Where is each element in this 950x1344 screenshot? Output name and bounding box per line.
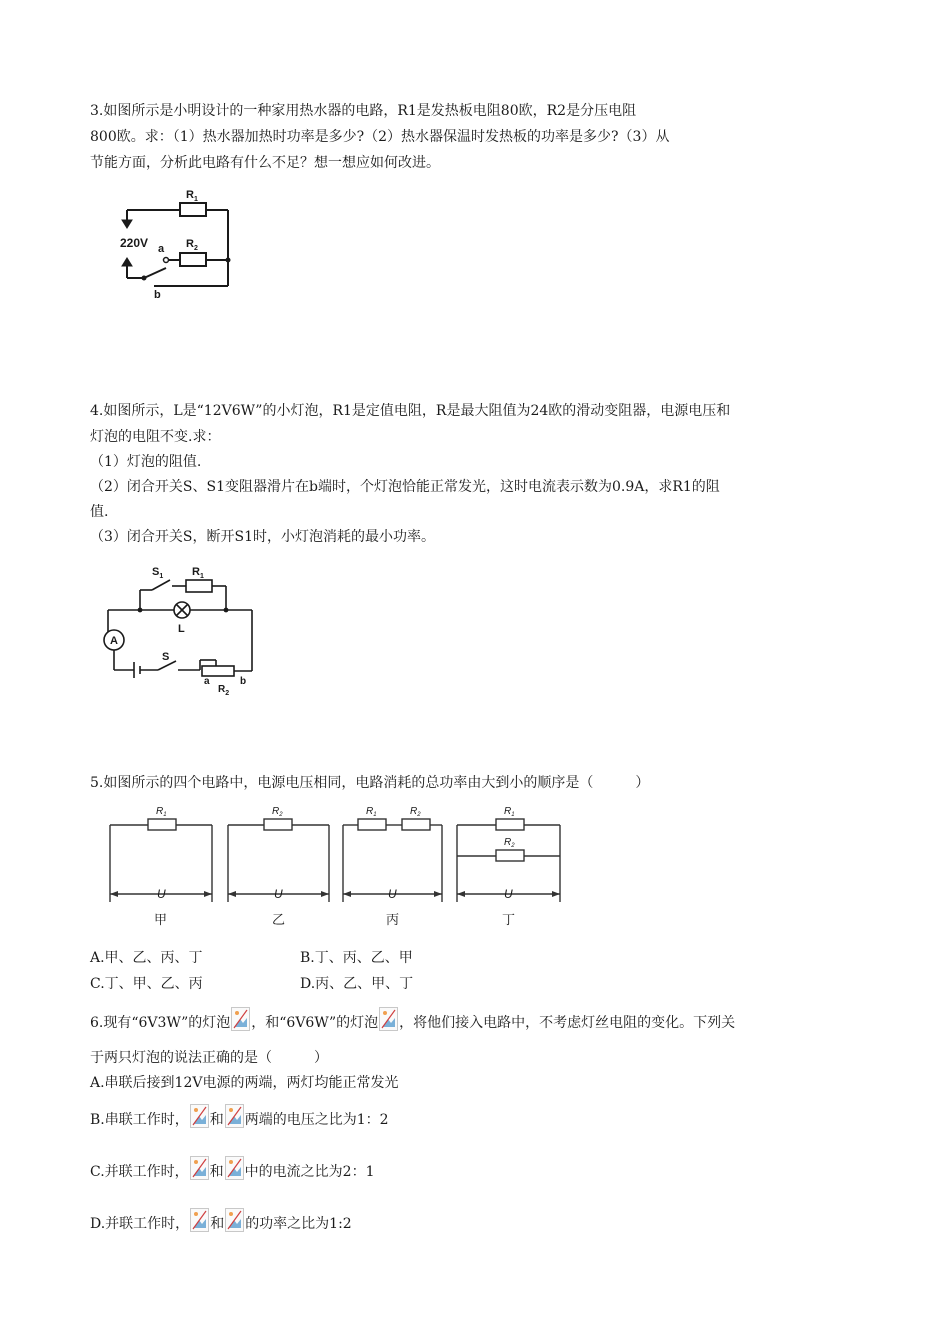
q6-option-b-part-3: 两端的电压之比为1：2 <box>244 1112 389 1128</box>
q5-bing-r1-label: R <box>366 806 374 817</box>
q5-ding-r2-sub: 2 <box>511 843 515 849</box>
q5-jia-r-label: R <box>156 806 164 817</box>
svg-text:R1 <box>192 566 204 580</box>
broken-image-icon <box>190 1208 209 1232</box>
q3-line-1: 3.如图所示是小明设计的一种家用热水器的电路，R1是发热板电阻80欧，R2是分压电阻 <box>90 103 637 119</box>
q4-line-1: 4.如图所示，L是“12V6W”的小灯泡，R1是定值电阻，R是最大阻值为24欧的滑动变阻器，电源电压和 <box>90 403 731 419</box>
svg-text:S1 <box>152 566 163 580</box>
q4-r2-sub: 2 <box>225 690 230 697</box>
q5-yi-r-sub: 2 <box>279 812 283 818</box>
q6-option-d <box>90 1208 352 1234</box>
q5-bing-u-label: U <box>388 887 397 901</box>
q5-yi-label: 乙 <box>272 912 286 927</box>
q6-stem-part-2: ，和“6V6W”的灯泡 <box>251 1015 379 1031</box>
broken-image-icon <box>379 1007 398 1031</box>
broken-image-icon <box>190 1104 209 1128</box>
q5-ding-label: 丁 <box>502 912 516 927</box>
q6-option-d-part-1: D.并联工作时， <box>90 1216 190 1232</box>
q4-r1-sub: 1 <box>199 573 204 580</box>
q5-jia-label: 甲 <box>154 912 168 927</box>
svg-text:R1 <box>366 806 377 818</box>
q5-option-b: B.丁、丙、乙、甲 <box>300 950 413 966</box>
q6-option-b-part-1: B.串联工作时， <box>90 1112 189 1128</box>
q5-bing-r2-label: R <box>410 806 418 817</box>
q3-circuit-diagram <box>110 182 250 300</box>
q3-r2-label: R <box>186 238 194 250</box>
q4-line-4: （2）闭合开关S、S1变阻器滑片在b端时，个灯泡恰能正常发光，这时电流表示数为0.9A，求R1的阻 <box>90 479 720 495</box>
q4-end-a: a <box>204 676 210 687</box>
q3-voltage-label: 220V <box>120 236 149 250</box>
q4-circuit-diagram <box>100 560 270 700</box>
svg-text:R1 <box>186 189 198 203</box>
q4-line-6: （3）闭合开关S，断开S1时，小灯泡消耗的最小功率。 <box>90 529 435 545</box>
q6-stem-part-3: ，将他们接入电路中，不考虑灯丝电阻的变化。下列关 <box>399 1015 736 1031</box>
q3-line-3: 节能方面，分析此电路有什么不足？想一想应如何改进。 <box>90 155 440 171</box>
q5-ding-u-label: U <box>504 887 513 901</box>
q5-stem: 5.如图所示的四个电路中，电源电压相同，电路消耗的总功率由大到小的顺序是（ ） <box>90 775 650 791</box>
q6-option-d-part-3: 的功率之比为1:2 <box>245 1216 352 1232</box>
broken-image-icon <box>225 1208 244 1232</box>
q4-ammeter-label: A <box>110 635 118 647</box>
q3-r2-sub: 2 <box>193 245 198 252</box>
q4-line-2: 灯泡的电阻不变.求： <box>90 429 221 445</box>
q6-option-a: A.串联后接到12V电源的两端，两灯均能正常发光 <box>90 1075 399 1091</box>
svg-text:R1 <box>504 806 515 818</box>
q5-ding-r2-label: R <box>504 837 512 848</box>
q5-option-a: A.甲、乙、丙、丁 <box>90 950 203 966</box>
q4-s-label: S <box>162 651 170 663</box>
q3-r1-sub: 1 <box>193 196 198 203</box>
broken-image-icon <box>225 1104 244 1128</box>
svg-text:R2 <box>504 837 515 849</box>
q6-option-b-part-2: 和 <box>209 1112 224 1128</box>
q3-contact-b: b <box>154 289 161 300</box>
q5-yi-u-label: U <box>274 887 283 901</box>
svg-text:R2 <box>410 806 421 818</box>
q4-end-b: b <box>240 676 247 687</box>
q5-bing-r1-sub: 1 <box>373 812 377 818</box>
q6-option-c-part-3: 中的电流之比为2：1 <box>244 1164 375 1180</box>
q4-line-3: （1）灯泡的阻值. <box>90 454 202 470</box>
svg-text:R2 <box>186 238 198 252</box>
q5-jia-u-label: U <box>157 887 166 901</box>
q5-jia-r-sub: 1 <box>163 812 167 818</box>
q6-stem-part-1: 6.现有“6V3W”的灯泡 <box>90 1015 231 1031</box>
q6-option-b <box>90 1104 389 1130</box>
q6-option-d-part-2: 和 <box>210 1216 225 1232</box>
q5-bing-label: 丙 <box>386 912 400 927</box>
q5-option-d: D.丙、乙、甲、丁 <box>300 976 414 992</box>
q5-circuit-diagrams <box>100 798 570 932</box>
svg-text:R2 <box>272 806 283 818</box>
q3-contact-a: a <box>158 243 165 255</box>
broken-image-icon <box>231 1007 250 1031</box>
q3-r1-label: R <box>186 189 194 201</box>
q4-lamp-label: L <box>178 623 185 635</box>
q3-line-2: 800欧。求：（1）热水器加热时功率是多少?（2）热水器保温时发热板的功率是多少?（3）从 <box>90 129 670 145</box>
q6-option-c-part-1: C.并联工作时， <box>90 1164 189 1180</box>
q6-stem-line-2: 于两只灯泡的说法正确的是（ ） <box>90 1050 328 1066</box>
q5-bing-r2-sub: 2 <box>417 812 421 818</box>
svg-text:R2 <box>218 684 229 697</box>
broken-image-icon <box>225 1156 244 1180</box>
q4-r2-label: R <box>218 684 226 695</box>
q5-ding-r1-label: R <box>504 806 512 817</box>
q5-option-c: C.丁、甲、乙、丙 <box>90 976 203 992</box>
q4-s1-label: S <box>152 566 160 578</box>
q6-option-c <box>90 1156 375 1182</box>
q4-s1-sub: 1 <box>159 573 164 580</box>
q6-stem-line-1 <box>90 1007 735 1033</box>
svg-text:R1 <box>156 806 167 818</box>
q4-line-5: 值. <box>90 504 109 520</box>
q6-option-c-part-2: 和 <box>209 1164 224 1180</box>
q4-r1-label: R <box>192 566 200 578</box>
broken-image-icon <box>190 1156 209 1180</box>
q5-yi-r-label: R <box>272 806 280 817</box>
q5-ding-r1-sub: 1 <box>511 812 515 818</box>
